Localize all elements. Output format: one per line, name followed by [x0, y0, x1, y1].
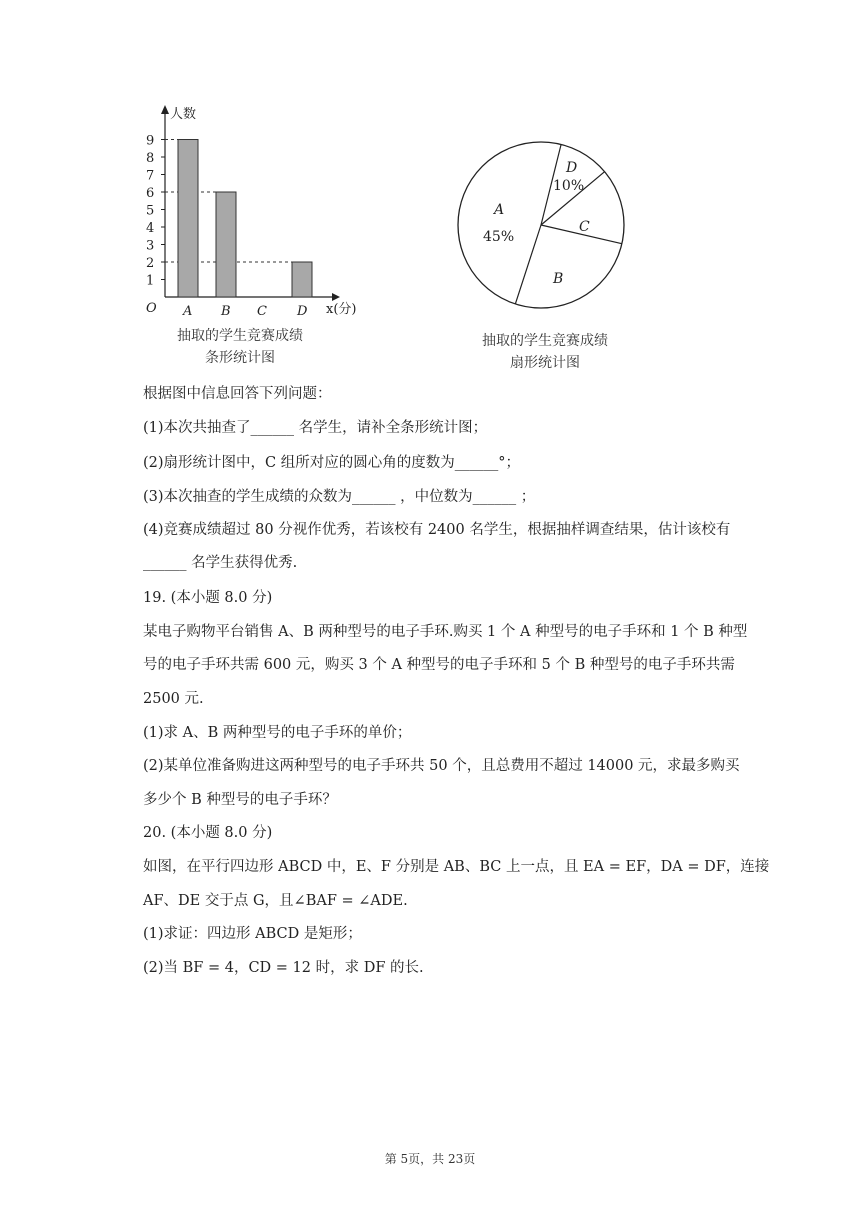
category-label: A: [183, 304, 193, 319]
y-tick-label: 8: [146, 151, 155, 166]
pie-caption-line-2: 扇形统计图: [510, 355, 580, 371]
bar-chart-caption: [150, 325, 330, 369]
pie-slice-percent: 45%: [483, 229, 515, 245]
q20-part2: (2)当 BF = 4，CD = 12 时，求 DF 的长.: [143, 960, 424, 976]
y-axis-arrow: [161, 105, 169, 114]
pie-slice-label: C: [579, 219, 590, 235]
y-tick-label: 4: [146, 221, 155, 236]
bar: [178, 140, 198, 298]
q19-part2-cont: 多少个 B 种型号的电子手环？: [143, 792, 337, 808]
q19-part2: (2)某单位准备购进这两种型号的电子手环共 50 个，且总费用不超过 14000 元，求最多购买: [143, 758, 740, 774]
page-footer: 第 5页，共 23页: [384, 1152, 476, 1166]
q19-text-2: 号的电子手环共需 600 元，购买 3 个 A 种型号的电子手环和 5 个 B 种型号的电子手环共需: [143, 657, 735, 673]
q20-text-1: 如图，在平行四边形 ABCD 中，E、F 分别是 AB、BC 上一点，且 EA = EF，DA = DF，连接: [143, 859, 770, 875]
pie-slice-percent: 10%: [553, 178, 585, 194]
bar-chart-svg: [130, 100, 370, 325]
pie-chart: [450, 135, 640, 325]
y-tick-label: 1: [146, 273, 155, 289]
q19-header: 19. (本小题 8.0 分): [143, 590, 273, 606]
pie-chart-caption: [455, 330, 635, 374]
q18-part3: (3)本次抽查的学生成绩的众数为______ ，中位数为______ ；: [143, 489, 536, 505]
pie-caption-line-1: 抽取的学生竞赛成绩: [482, 333, 608, 349]
category-label: D: [297, 304, 308, 319]
q19-part1: (1)求 A、B 两种型号的电子手环的单价；: [143, 725, 412, 741]
bar: [292, 262, 312, 297]
pie-slice-label: D: [566, 160, 578, 176]
y-tick-label: 9: [146, 133, 155, 149]
q20-header: 20. (本小题 8.0 分): [143, 825, 273, 841]
bar: [216, 192, 236, 297]
x-axis-arrow: [332, 293, 340, 301]
pie-chart-svg: [450, 135, 640, 325]
q18-part4: (4)竞赛成绩超过 80 分视作优秀，若该校有 2400 名学生，根据抽样调查结果，估计该校有: [143, 522, 731, 538]
bar-caption-line-1: 抽取的学生竞赛成绩: [177, 328, 303, 344]
q18-part2: (2)扇形统计图中，C 组所对应的圆心角的度数为______°；: [143, 455, 520, 471]
q19-text-3: 2500 元.: [143, 691, 204, 707]
intro-line: 根据图中信息回答下列问题：: [143, 386, 332, 402]
q18-part1: (1)本次共抽查了______ 名学生，请补全条形统计图；: [143, 420, 488, 436]
y-tick-label: 6: [146, 186, 155, 201]
pie-slice-label: A: [494, 202, 505, 218]
category-label: B: [221, 304, 231, 319]
x-axis-label: x(分): [326, 302, 357, 317]
q20-part1: (1)求证：四边形 ABCD 是矩形；: [143, 926, 362, 942]
q19-text-1: 某电子购物平台销售 A、B 两种型号的电子手环.购买 1 个 A 种型号的电子手环和 1 个 B 种型: [143, 624, 748, 640]
y-tick-label: 5: [146, 203, 155, 219]
y-tick-label: 3: [146, 238, 155, 254]
y-tick-label: 2: [146, 256, 155, 271]
pie-slice-label: B: [553, 271, 564, 287]
category-label: C: [257, 304, 267, 319]
q18-part4-cont: ______ 名学生获得优秀.: [143, 555, 298, 571]
origin-label: O: [146, 301, 157, 316]
bar-chart: [130, 100, 370, 325]
bar-caption-line-2: 条形统计图: [205, 350, 275, 366]
y-tick-label: 7: [146, 168, 155, 184]
y-axis-label: 人数: [170, 107, 197, 122]
q20-text-2: AF、DE 交于点 G，且∠BAF = ∠ADE.: [143, 893, 408, 909]
